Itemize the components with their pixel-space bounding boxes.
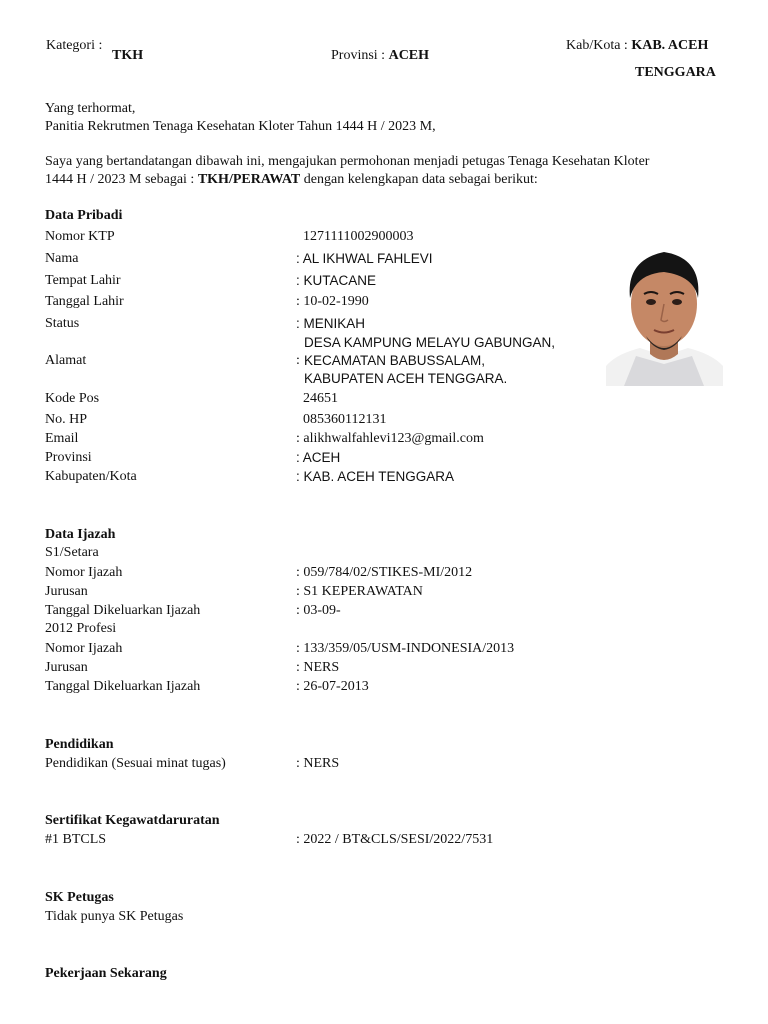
subheading-profesi: 2012 Profesi (45, 621, 117, 636)
field-label: Kabupaten/Kota (45, 469, 137, 484)
section-heading-pendidikan: Pendidikan (45, 737, 114, 752)
kabkota-header-value: KAB. ACEH (631, 38, 709, 53)
field-label: Tanggal Lahir (45, 294, 124, 309)
field-alamat-colon: : (296, 353, 300, 368)
field-value: : NERS (296, 756, 340, 771)
field-value: : 059/784/02/STIKES-MI/2012 (296, 565, 473, 580)
intro-line2 (45, 172, 538, 188)
field-label: Tempat Lahir (45, 273, 121, 288)
subheading-s1: S1/Setara (45, 545, 99, 560)
field-value: : 26-07-2013 (296, 679, 369, 694)
field-label: Jurusan (45, 584, 88, 599)
field-alamat-line3: KABUPATEN ACEH TENGGARA. (304, 371, 508, 386)
field-label: Jurusan (45, 660, 88, 675)
intro-role: TKH/PERAWAT (197, 172, 301, 187)
field-value: : S1 KEPERAWATAN (296, 584, 423, 599)
field-value: : alikhwalfahlevi123@gmail.com (296, 431, 484, 446)
field-alamat-label: Alamat (45, 353, 87, 368)
field-label: Nama (45, 251, 79, 266)
provinsi-header-value: ACEH (388, 48, 430, 63)
section-heading-pekerjaan: Pekerjaan Sekarang (45, 966, 167, 981)
field-value: : 133/359/05/USM-INDONESIA/2013 (296, 641, 515, 656)
section-heading-data-pribadi: Data Pribadi (45, 208, 123, 223)
sk-petugas-text: Tidak punya SK Petugas (45, 909, 184, 924)
field-label: Nomor Ijazah (45, 641, 123, 656)
field-label: Provinsi (45, 450, 92, 465)
intro-line2-pre: 1444 H / 2023 M sebagai : (45, 172, 195, 187)
field-label: Nomor KTP (45, 229, 115, 244)
portrait-icon (606, 238, 723, 386)
field-value: : 10-02-1990 (296, 294, 369, 309)
salutation-line2: Panitia Rekrutmen Tenaga Kesehatan Kloter Tahun 1444 H / 2023 M, (45, 119, 436, 134)
field-label: Email (45, 431, 79, 446)
field-value: : MENIKAH (296, 316, 366, 331)
field-alamat-line1: DESA KAMPUNG MELAYU GABUNGAN, (304, 335, 556, 350)
field-label: Status (45, 316, 80, 331)
salutation-line1: Yang terhormat, (45, 101, 136, 116)
field-value: 1271111002900003 (303, 229, 414, 244)
kabkota-header (566, 38, 708, 54)
field-alamat-line2: KECAMATAN BABUSSALAM, (304, 353, 486, 368)
field-value: : KUTACANE (296, 273, 377, 288)
field-label: Pendidikan (Sesuai minat tugas) (45, 756, 226, 771)
provinsi-header-label: Provinsi : (331, 48, 386, 63)
field-value: 085360112131 (303, 412, 387, 427)
kabkota-header-value-line2: TENGGARA (635, 65, 716, 80)
field-label: Tanggal Dikeluarkan Ijazah (45, 679, 201, 694)
field-label: Kode Pos (45, 391, 100, 406)
field-value: : 2022 / BT&CLS/SESI/2022/7531 (296, 832, 494, 847)
section-heading-sertifikat: Sertifikat Kegawatdaruratan (45, 813, 220, 828)
section-heading-data-ijazah: Data Ijazah (45, 527, 116, 542)
kategori-value: TKH (112, 48, 144, 63)
field-label: Tanggal Dikeluarkan Ijazah (45, 603, 201, 618)
field-label: #1 BTCLS (45, 832, 107, 847)
intro-line1: Saya yang bertandatangan dibawah ini, mengajukan permohonan menjadi petugas Tenaga Kesehatan Kloter (45, 154, 650, 169)
field-value: : NERS (296, 660, 340, 675)
kabkota-header-label: Kab/Kota : (566, 38, 628, 53)
intro-line2-post: dengan kelengkapan data sebagai berikut: (303, 172, 538, 187)
field-label: Nomor Ijazah (45, 565, 123, 580)
profile-photo (606, 238, 723, 386)
field-value: : KAB. ACEH TENGGARA (296, 469, 455, 484)
field-value: : AL IKHWAL FAHLEVI (296, 251, 433, 266)
section-heading-sk-petugas: SK Petugas (45, 890, 114, 905)
field-label: No. HP (45, 412, 88, 427)
field-value: : 03-09- (296, 603, 341, 618)
field-value: 24651 (303, 391, 338, 406)
kategori-label: Kategori : (46, 38, 103, 53)
field-value: : ACEH (296, 450, 341, 465)
provinsi-header (331, 48, 429, 64)
